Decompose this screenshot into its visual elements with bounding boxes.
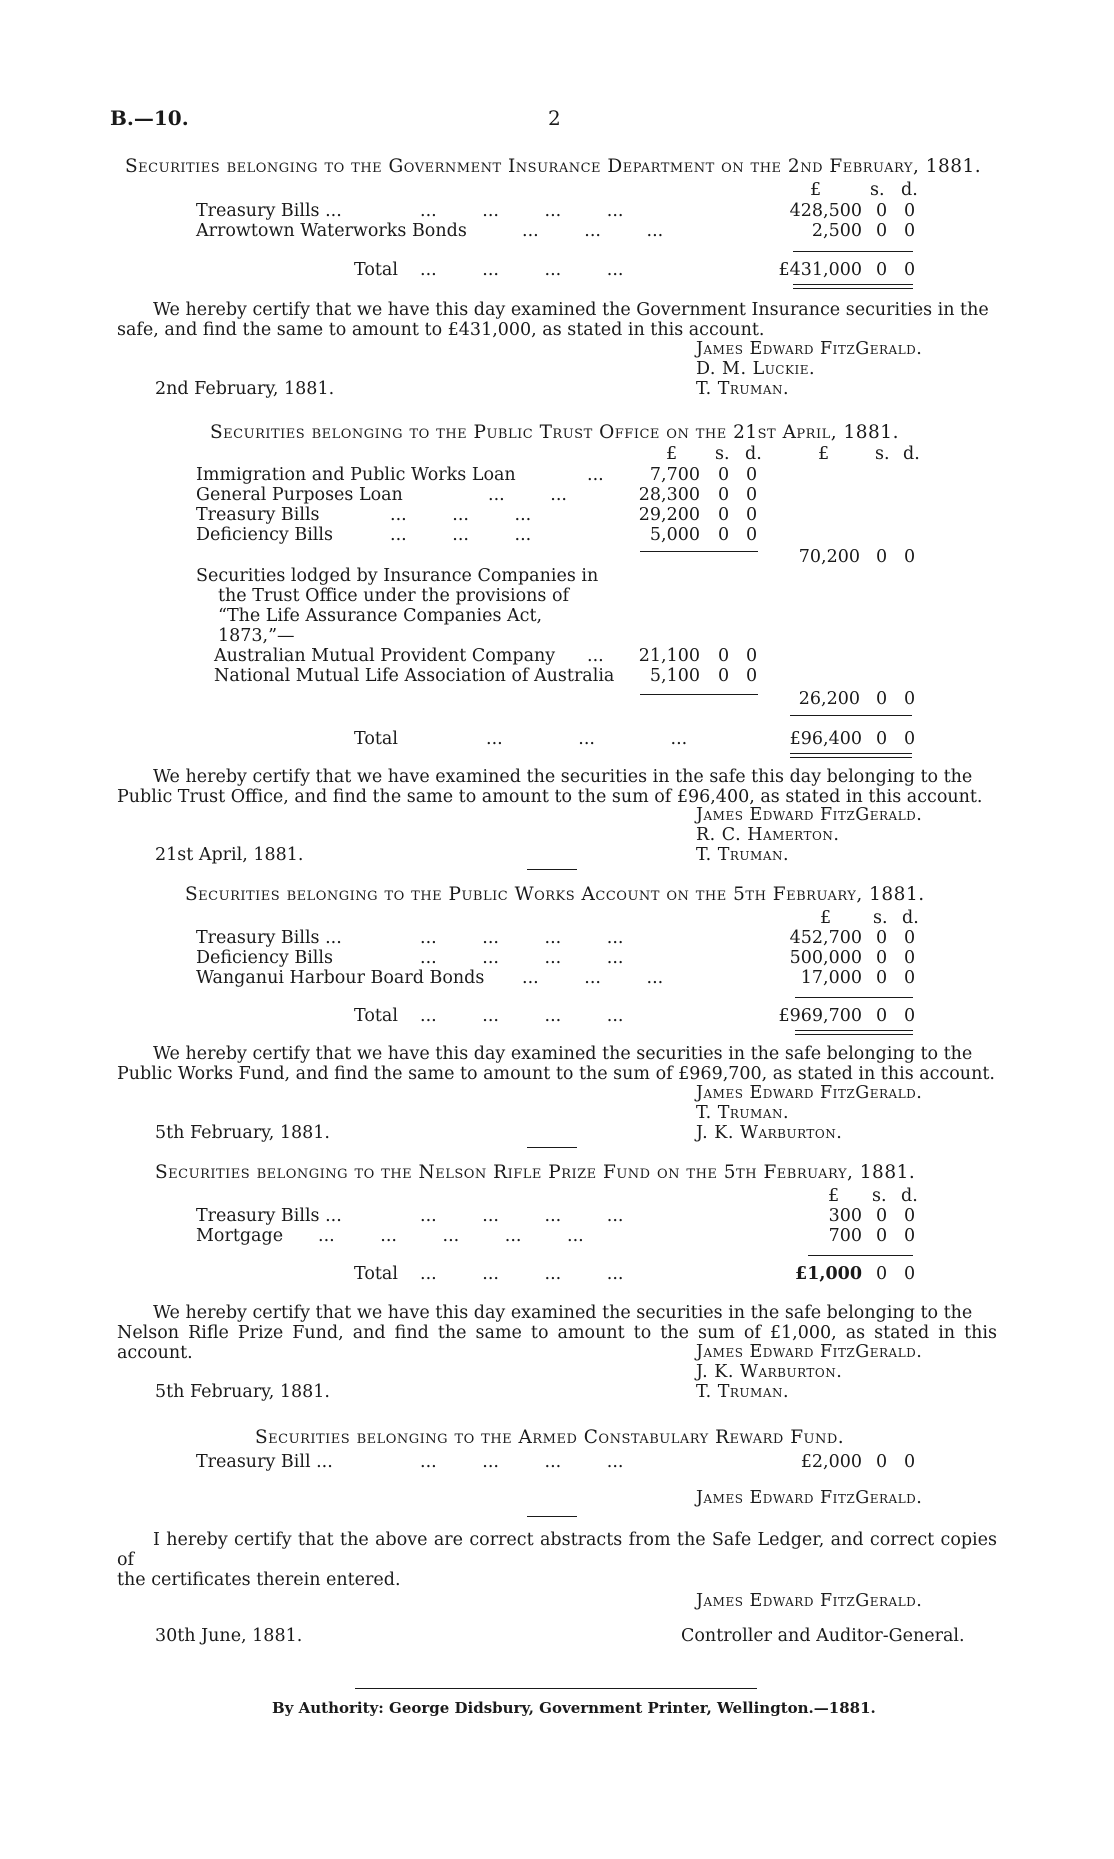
row-pence: 0 bbox=[746, 485, 758, 505]
row-pounds: 452,700 bbox=[789, 928, 862, 948]
row-leader-dots: ... ... ... ... bbox=[420, 260, 624, 280]
col-head-pounds: £ bbox=[666, 444, 678, 464]
col-head-pence: d. bbox=[745, 444, 762, 464]
row-pounds: 428,500 bbox=[789, 201, 862, 221]
final-date: 30th June, 1881. bbox=[155, 1626, 303, 1646]
row-pounds: 700 bbox=[828, 1226, 862, 1246]
subtotal-shillings: 0 bbox=[876, 689, 888, 709]
row-pounds: 300 bbox=[828, 1206, 862, 1226]
total-pence: 0 bbox=[904, 1006, 916, 1026]
signatory: D. M. Luckie. bbox=[696, 359, 816, 379]
certification-paragraph bbox=[117, 300, 997, 340]
row-label: Australian Mutual Provident Company bbox=[214, 646, 556, 666]
row-pounds: 500,000 bbox=[789, 948, 862, 968]
row-label: Wanganui Harbour Board Bonds bbox=[196, 968, 485, 988]
row-pounds: 28,300 bbox=[638, 485, 700, 505]
subtotal-pence: 0 bbox=[904, 547, 916, 567]
total-pounds: £96,400 bbox=[789, 729, 862, 749]
signatory: James Edward FitzGerald. bbox=[696, 805, 923, 825]
row-label: Immigration and Public Works Loan bbox=[196, 465, 516, 485]
row-pounds: 29,200 bbox=[638, 505, 700, 525]
row-leader-dots: ... ... ... bbox=[522, 221, 664, 241]
row-label: Mortgage bbox=[196, 1226, 284, 1246]
col-head-pounds: £ bbox=[810, 180, 822, 200]
row-shillings: 0 bbox=[876, 1206, 888, 1226]
section-title: Securities belonging to the Public Works Account on the 5th February, 1881. bbox=[185, 884, 925, 905]
row-leader-dots: ... bbox=[587, 646, 604, 666]
row-pounds: 2,500 bbox=[811, 221, 862, 241]
certification-paragraph bbox=[117, 767, 997, 807]
row-leader-dots: ... ... ... ... ... bbox=[318, 1226, 584, 1246]
signatory: J. K. Warburton. bbox=[696, 1362, 843, 1382]
subtotal-shillings: 0 bbox=[876, 547, 888, 567]
total-pounds: £431,000 bbox=[778, 260, 862, 280]
row-shillings: 0 bbox=[718, 666, 730, 686]
sum-rule bbox=[808, 1255, 913, 1256]
row-label: Treasury Bills bbox=[196, 505, 320, 525]
certification-line: Public Works Fund, and find the same to amount to the sum of £969,700, as stated in this account. bbox=[117, 1064, 995, 1084]
certification-line: We hereby certify that we have this day examined the securities in the safe belonging to the bbox=[153, 1303, 973, 1323]
row-label: Deficiency Bills bbox=[196, 525, 333, 545]
section-title: Securities belonging to the Government Insurance Department on the 2nd February, 1881. bbox=[125, 156, 982, 177]
row-shillings: 0 bbox=[876, 1226, 888, 1246]
signatory: T. Truman. bbox=[696, 845, 790, 865]
row-leader-dots: ... ... ... ... bbox=[420, 201, 624, 221]
row-leader-dots: ... ... ... bbox=[390, 525, 532, 545]
sum-rule bbox=[640, 694, 758, 695]
total-pence: 0 bbox=[904, 260, 916, 280]
col-head-shillings: s. bbox=[872, 1186, 887, 1206]
row-pence: 0 bbox=[904, 928, 916, 948]
signatory: James Edward FitzGerald. bbox=[696, 339, 923, 359]
col-head-pounds: £ bbox=[820, 908, 832, 928]
row-pounds: 5,100 bbox=[649, 666, 700, 686]
row-label: National Mutual Life Association of Australia bbox=[214, 666, 615, 686]
lodged-securities-text: “The Life Assurance Companies Act, bbox=[218, 606, 543, 626]
row-pounds: 5,000 bbox=[649, 525, 700, 545]
section-divider bbox=[527, 1147, 577, 1148]
certification-line: We hereby certify that we have examined the securities in the safe this day belonging to the bbox=[153, 767, 973, 787]
row-label: Treasury Bills ... bbox=[196, 1206, 342, 1226]
total-double-rule bbox=[795, 1030, 913, 1035]
row-pence: 0 bbox=[904, 221, 916, 241]
col-head-pounds: £ bbox=[828, 1186, 840, 1206]
total-shillings: 0 bbox=[876, 1264, 888, 1284]
col-head-pounds: £ bbox=[818, 444, 830, 464]
sum-rule bbox=[640, 551, 758, 552]
total-label: Total bbox=[354, 729, 398, 749]
row-pence: 0 bbox=[904, 948, 916, 968]
lodged-securities-text: Securities lodged by Insurance Companies in bbox=[196, 566, 599, 586]
row-pounds: 7,700 bbox=[649, 465, 700, 485]
row-shillings: 0 bbox=[718, 525, 730, 545]
row-pence: 0 bbox=[904, 201, 916, 221]
section-divider bbox=[527, 869, 577, 870]
col-head-pence: d. bbox=[901, 1186, 918, 1206]
row-pence: 0 bbox=[746, 646, 758, 666]
col-head-pence: d. bbox=[902, 908, 919, 928]
col-head-shillings: s. bbox=[870, 180, 885, 200]
row-pounds: 21,100 bbox=[638, 646, 700, 666]
certification-date: 21st April, 1881. bbox=[155, 845, 304, 865]
total-label: Total bbox=[354, 260, 398, 280]
certification-paragraph bbox=[117, 1044, 997, 1084]
row-pence: 0 bbox=[904, 1452, 916, 1472]
signatory: T. Truman. bbox=[696, 1103, 790, 1123]
col-head-shillings: s. bbox=[875, 444, 890, 464]
total-label: Total bbox=[354, 1006, 398, 1026]
certification-line: safe, and find the same to amount to £431,000, as stated in this account. bbox=[117, 320, 765, 340]
certification-line: We hereby certify that we have this day examined the Government Insurance securities in the bbox=[153, 300, 989, 320]
row-pence: 0 bbox=[904, 968, 916, 988]
row-shillings: 0 bbox=[718, 646, 730, 666]
col-head-shillings: s. bbox=[715, 444, 730, 464]
printer-imprint: By Authority: George Didsbury, Government Printer, Wellington.—1881. bbox=[272, 1699, 876, 1717]
row-leader-dots: ... bbox=[587, 465, 604, 485]
document-code: B.—10. bbox=[110, 106, 189, 130]
col-head-pence: d. bbox=[903, 444, 920, 464]
sum-rule bbox=[795, 997, 913, 998]
row-pence: 0 bbox=[904, 1226, 916, 1246]
section-title: Securities belonging to the Nelson Rifle Prize Fund on the 5th February, 1881. bbox=[155, 1162, 916, 1183]
section-divider bbox=[527, 1516, 577, 1517]
row-leader-dots: ... ... bbox=[488, 485, 567, 505]
total-pence: 0 bbox=[904, 1264, 916, 1284]
row-shillings: 0 bbox=[876, 928, 888, 948]
row-pence: 0 bbox=[746, 465, 758, 485]
row-shillings: 0 bbox=[876, 1452, 888, 1472]
certification-date: 5th February, 1881. bbox=[155, 1382, 330, 1402]
row-shillings: 0 bbox=[718, 485, 730, 505]
page-number: 2 bbox=[548, 106, 561, 130]
signatory: R. C. Hamerton. bbox=[696, 825, 840, 845]
row-pence: 0 bbox=[746, 525, 758, 545]
row-leader-dots: ... ... ... bbox=[390, 505, 532, 525]
total-pence: 0 bbox=[904, 729, 916, 749]
row-shillings: 0 bbox=[876, 201, 888, 221]
final-certification-paragraph bbox=[117, 1530, 997, 1590]
signatory: James Edward FitzGerald. bbox=[696, 1083, 923, 1103]
row-leader-dots: ... ... ... ... bbox=[420, 1206, 624, 1226]
row-pence: 0 bbox=[746, 505, 758, 525]
total-pounds: £1,000 bbox=[795, 1264, 862, 1284]
row-label: Treasury Bills ... bbox=[196, 928, 342, 948]
final-signatory: James Edward FitzGerald. bbox=[696, 1591, 923, 1611]
signatory: T. Truman. bbox=[696, 379, 790, 399]
row-leader-dots: ... ... ... ... bbox=[420, 1452, 624, 1472]
lodged-securities-text: the Trust Office under the provisions of bbox=[218, 586, 569, 606]
sum-rule bbox=[793, 251, 913, 252]
certification-line: We hereby certify that we have this day examined the securities in the safe belonging to the bbox=[153, 1044, 973, 1064]
total-shillings: 0 bbox=[876, 260, 888, 280]
row-leader-dots: ... ... ... bbox=[486, 729, 688, 749]
subtotal-pence: 0 bbox=[904, 689, 916, 709]
row-leader-dots: ... ... ... ... bbox=[420, 1264, 624, 1284]
certification-date: 5th February, 1881. bbox=[155, 1123, 330, 1143]
row-leader-dots: ... ... ... ... bbox=[420, 928, 624, 948]
signatory: J. K. Warburton. bbox=[696, 1123, 843, 1143]
row-shillings: 0 bbox=[876, 968, 888, 988]
row-label: Deficiency Bills bbox=[196, 948, 333, 968]
row-pence: 0 bbox=[904, 1206, 916, 1226]
row-leader-dots: ... ... ... ... bbox=[420, 948, 624, 968]
certification-line: Nelson Rifle Prize Fund, and find the same to amount to the sum of £1,000, as stated in this account. bbox=[117, 1323, 997, 1363]
footer-rule bbox=[355, 1688, 757, 1689]
subtotal-pounds: 70,200 bbox=[798, 547, 860, 567]
signatory: James Edward FitzGerald. bbox=[696, 1342, 923, 1362]
row-label: General Purposes Loan bbox=[196, 485, 403, 505]
row-shillings: 0 bbox=[876, 221, 888, 241]
total-shillings: 0 bbox=[876, 729, 888, 749]
row-pounds: £2,000 bbox=[800, 1452, 862, 1472]
section-title: Securities belonging to the Armed Constabulary Reward Fund. bbox=[255, 1427, 845, 1448]
certification-line: the certificates therein entered. bbox=[117, 1570, 401, 1590]
row-pence: 0 bbox=[746, 666, 758, 686]
row-label: Arrowtown Waterworks Bonds bbox=[196, 221, 467, 241]
row-pounds: 17,000 bbox=[800, 968, 862, 988]
signatory: James Edward FitzGerald. bbox=[696, 1488, 923, 1508]
row-shillings: 0 bbox=[718, 465, 730, 485]
total-label: Total bbox=[354, 1264, 398, 1284]
row-label: Treasury Bills ... bbox=[196, 201, 342, 221]
certification-line: I hereby certify that the above are correct abstracts from the Safe Ledger, and correct copies of bbox=[117, 1530, 997, 1570]
sum-rule bbox=[790, 715, 912, 716]
row-shillings: 0 bbox=[718, 505, 730, 525]
total-pounds: £969,700 bbox=[778, 1006, 862, 1026]
row-leader-dots: ... ... ... ... bbox=[420, 1006, 624, 1026]
certification-date: 2nd February, 1881. bbox=[155, 379, 335, 399]
lodged-securities-text: 1873,”— bbox=[218, 626, 295, 646]
col-head-shillings: s. bbox=[873, 908, 888, 928]
section-title: Securities belonging to the Public Trust Office on the 21st April, 1881. bbox=[210, 422, 899, 443]
row-leader-dots: ... ... ... bbox=[522, 968, 664, 988]
certification-line: Public Trust Office, and find the same to amount to the sum of £96,400, as stated in this account. bbox=[117, 787, 983, 807]
signatory: T. Truman. bbox=[696, 1382, 790, 1402]
row-label: Treasury Bill ... bbox=[196, 1452, 333, 1472]
col-head-pence: d. bbox=[901, 180, 918, 200]
total-shillings: 0 bbox=[876, 1006, 888, 1026]
signatory-office: Controller and Auditor-General. bbox=[681, 1626, 965, 1646]
total-double-rule bbox=[793, 284, 913, 289]
total-double-rule bbox=[790, 753, 912, 758]
row-shillings: 0 bbox=[876, 948, 888, 968]
subtotal-pounds: 26,200 bbox=[798, 689, 860, 709]
